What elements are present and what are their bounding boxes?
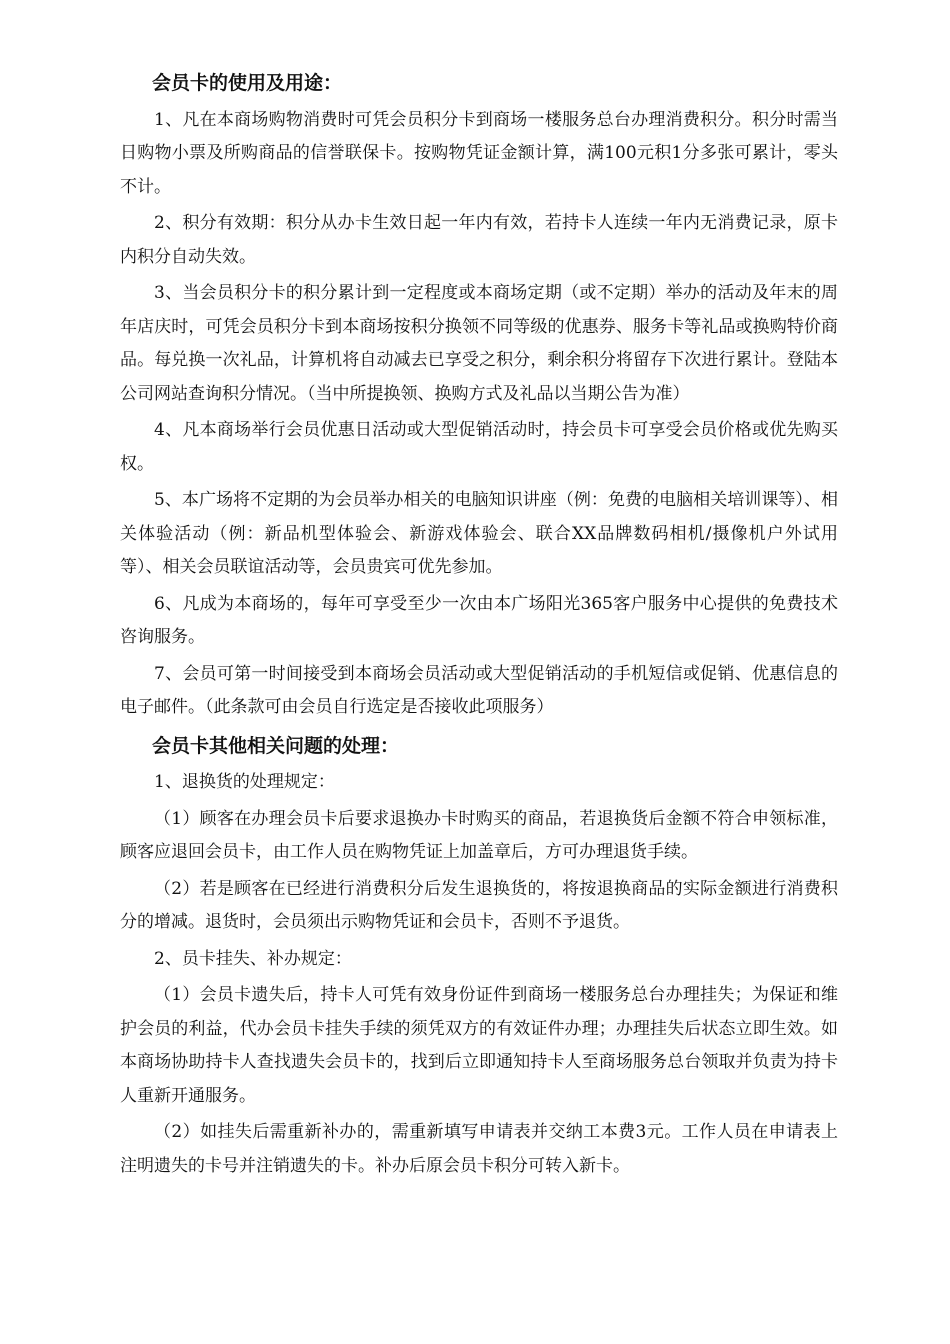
usage-item-5: 5、本广场将不定期的为会员举办相关的电脑知识讲座（例：免费的电脑相关培训课等）、相关体验活动（例：新品机型体验会、新游戏体验会、联合XX品牌数码相机/摄像机户外试用等）、相关会员联谊活动等，会员贵宾可优先参加。 xyxy=(120,490,838,577)
section-heading-other-issues: 会员卡其他相关问题的处理： xyxy=(152,734,400,757)
usage-item-6: 6、凡成为本商场的，每年可享受至少一次由本广场阳光365客户服务中心提供的免费技术咨询服务。 xyxy=(120,593,838,647)
loss-rules-title: 2、员卡挂失、补办规定： xyxy=(154,948,352,969)
document-page xyxy=(120,62,838,1186)
usage-item-1: 1、凡在本商场购物消费时可凭会员积分卡到商场一楼服务总台办理消费积分。积分时需当日购物小票及所购商品的信誉联保卡。按购物凭证金额计算，满100元积1分多张可累计，零头不计。 xyxy=(120,109,838,197)
return-rules-title: 1、退换货的处理规定： xyxy=(154,772,335,792)
usage-item-2: 2、积分有效期：积分从办卡生效日起一年内有效，若持卡人连续一年内无消费记录，原卡内积分自动失效。 xyxy=(120,213,838,267)
section-heading-usage: 会员卡的使用及用途： xyxy=(152,72,343,94)
usage-item-3: 3、当会员积分卡的积分累计到一定程度或本商场定期（或不定期）举办的活动及年末的周年店庆时，可凭会员积分卡到本商场按积分换领不同等级的优惠券、服务卡等礼品或换购特价商品。每兑换一次礼品，计算机将自动减去已享受之积分，剩余积分将留存下次进行累计。登陆本公司网站查询积分情况。（当中所提换领、换购方式及礼品以当期公告为准） xyxy=(120,283,838,404)
loss-rule-1: （1）会员卡遗失后，持卡人可凭有效身份证件到商场一楼服务总台办理挂失；为保证和维护会员的利益，代办会员卡挂失手续的须凭双方的有效证件办理；办理挂失后状态立即生效。如本商场协助持卡人查找遗失会员卡的，找到后立即通知持卡人至商场服务总台领取并负责为持卡人重新开通服务。 xyxy=(120,985,838,1106)
return-rule-1: （1）顾客在办理会员卡后要求退换办卡时购买的商品，若退换货后金额不符合申领标准，顾客应退回会员卡，由工作人员在购物凭证上加盖章后，方可办理退货手续。 xyxy=(120,808,838,862)
usage-item-7: 7、会员可第一时间接受到本商场会员活动或大型促销活动的手机短信或促销、优惠信息的电子邮件。（此条款可由会员自行选定是否接收此项服务） xyxy=(120,663,838,717)
loss-rule-2: （2）如挂失后需重新补办的，需重新填写申请表并交纳工本费3元。工作人员在申请表上注明遗失的卡号并注销遗失的卡。补办后原会员卡积分可转入新卡。 xyxy=(120,1122,838,1176)
return-rule-2: （2）若是顾客在已经进行消费积分后发生退换货的，将按退换商品的实际金额进行消费积分的增减。退货时，会员须出示购物凭证和会员卡，否则不予退货。 xyxy=(120,878,838,932)
usage-item-4: 4、凡本商场举行会员优惠日活动或大型促销活动时，持会员卡可享受会员价格或优先购买权。 xyxy=(120,420,838,474)
